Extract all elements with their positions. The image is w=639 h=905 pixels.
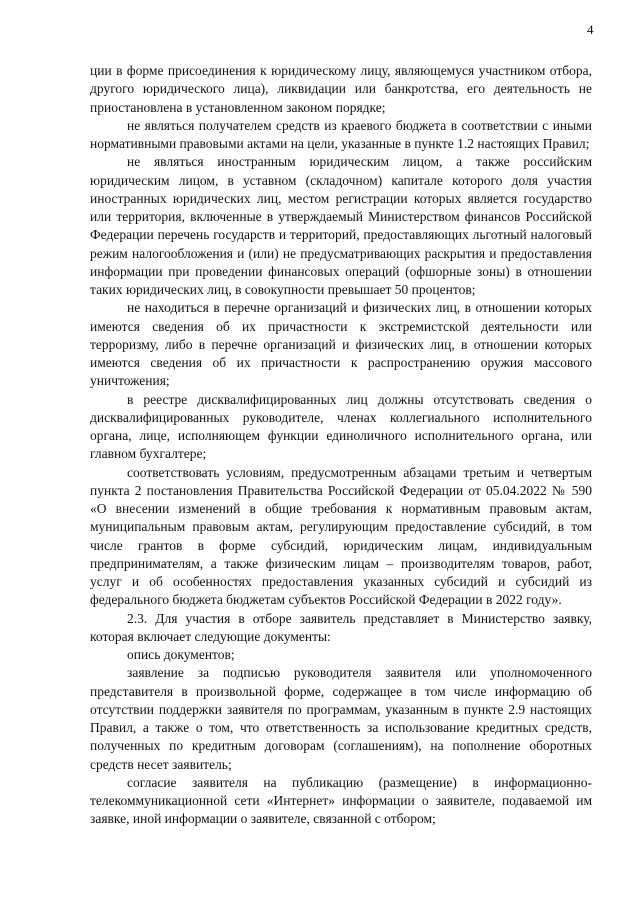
paragraph: не находиться в перечне организаций и физических лиц, в отношении которых имеются сведения об их причастности к экстремистской деятельности или терроризму, либо в перечне организаций и физических лиц, в отношении которых имеются сведения об их причастности к распространению оружия массового уничтожения; <box>90 300 592 389</box>
paragraph-section-2-3: 2.3. Для участия в отборе заявитель представляет в Министерство заявку, которая включает следующие документы: <box>90 610 592 644</box>
page-number: 4 <box>587 22 594 37</box>
document-body <box>90 62 592 829</box>
paragraph-continuation: ции в форме присоединения к юридическому лицу, являющемуся участником отбора, другого юридического лица), ликвидации или банкротства, его деятельность не приостановлена в установленном законом порядке; <box>90 63 592 115</box>
paragraph: не являться получателем средств из краевого бюджета в соответствии с иными нормативными правовыми актами на цели, указанные в пункте 1.2 настоящих Правил; <box>90 117 592 151</box>
paragraph: согласие заявителя на публикацию (размещение) в информационно-телекоммуникационной сети «Интернет» информации о заявителе, подаваемой им заявке, иной информации о заявителе, связанной с отбором; <box>90 774 592 827</box>
paragraph: в реестре дисквалифицированных лиц должны отсутствовать сведения о дисквалифицированных руководителе, членах коллегиального исполнительного органа, лице, исполняющем функции единоличного исполнительного органа, или главном бухгалтере; <box>90 391 592 462</box>
paragraph: не являться иностранным юридическим лицом, а также российским юридическим лицом, в уставном (складочном) капитале которого доля участия иностранных юридических лиц, местом регистрации которых является государство или территория, включенные в утверждаемый Министерством финансов Российской Федерации перечень государств и территорий, предоставляющих льготный налоговый режим налогообложения и (или) не предусматривающих раскрытия и предоставления информации при проведении финансовых операций (офшорные зоны) в отношении таких юридических лиц, в совокупности превышает 50 процентов; <box>90 154 592 297</box>
paragraph: опись документов; <box>127 647 235 662</box>
paragraph: заявление за подписью руководителя заявителя или уполномоченного представителя в произвольной форме, содержащее в том числе информацию об отсутствии поддержки заявителя по программам, указанным в пункте 2.9 настоящих Правил, а также о том, что ответственность за использование кредитных средств, полученных по кредитным договорам (соглашениям), на пополнение оборотных средств несет заявитель; <box>90 665 592 772</box>
paragraph: соответствовать условиям, предусмотренным абзацами третьим и четвертым пункта 2 постановления Правительства Российской Федерации от 05.04.2022 № 590 «О внесении изменений в общие требования к нормативным правовым актам, муниципальным правовым актам, регулирующим предоставление субсидий, в том числе грантов в форме субсидий, юридическим лицам, индивидуальным предпринимателям, а также физическим лицам – производителям товаров, работ, услуг и об особенностях предоставления указанных субсидий и субсидий из федерального бюджета бюджетам субъектов Российской Федерации в 2022 году». <box>90 464 592 608</box>
